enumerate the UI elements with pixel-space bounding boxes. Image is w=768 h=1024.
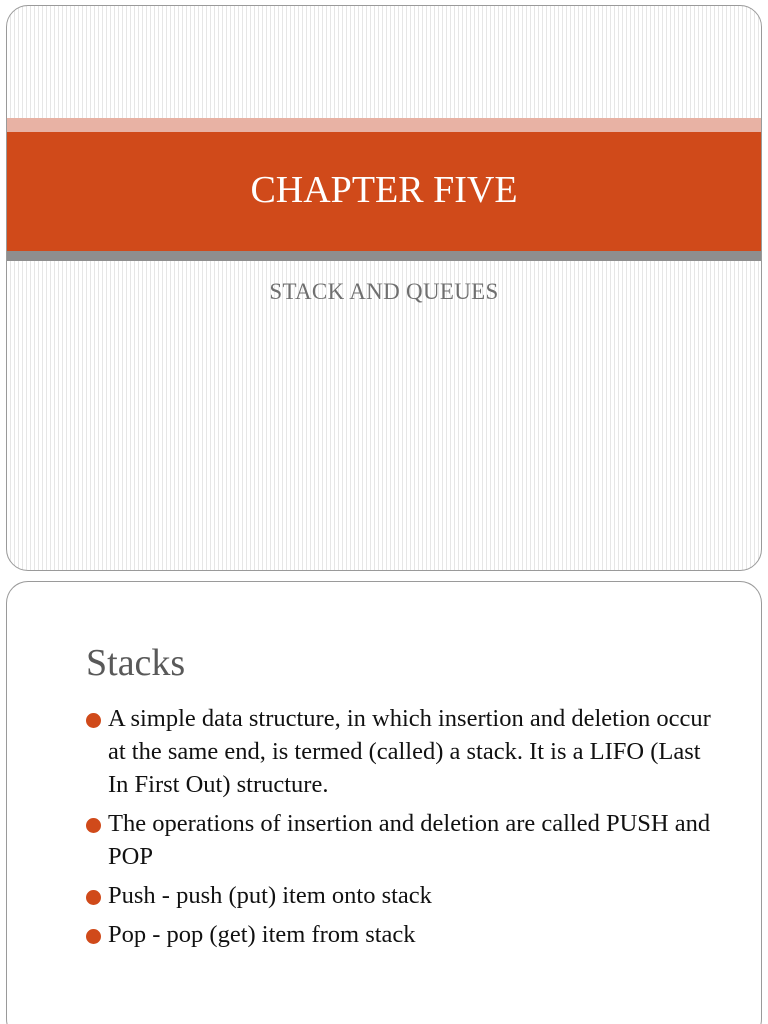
bullet-text: A simple data structure, in which insertion and deletion occur at the same end, is termed (called) a stack. It is a LIFO (Last In First Out) structure. xyxy=(108,705,711,798)
chapter-subtitle: STACK AND QUEUES xyxy=(269,279,499,304)
title-band-top-stripe xyxy=(7,118,761,133)
bullet-text: Pop - pop (get) item from stack xyxy=(108,921,416,948)
bullet-text: The operations of insertion and deletion are called PUSH and POP xyxy=(108,810,711,870)
bullet-dot-icon xyxy=(86,818,101,833)
title-slide xyxy=(6,5,762,571)
bullet-dot-icon xyxy=(86,890,101,905)
bullet-dot-icon xyxy=(86,713,101,728)
bullet-list xyxy=(86,702,726,957)
bullet-item xyxy=(86,807,726,873)
bullet-dot-icon xyxy=(86,929,101,944)
bullet-text: Push - push (put) item onto stack xyxy=(108,882,432,909)
content-slide xyxy=(6,581,762,1024)
bullet-item xyxy=(86,918,726,951)
bullet-item xyxy=(86,702,726,801)
title-band-bottom-stripe xyxy=(7,251,761,261)
section-heading: Stacks xyxy=(86,642,186,684)
bullet-item xyxy=(86,879,726,912)
chapter-title: CHAPTER FIVE xyxy=(250,169,518,211)
